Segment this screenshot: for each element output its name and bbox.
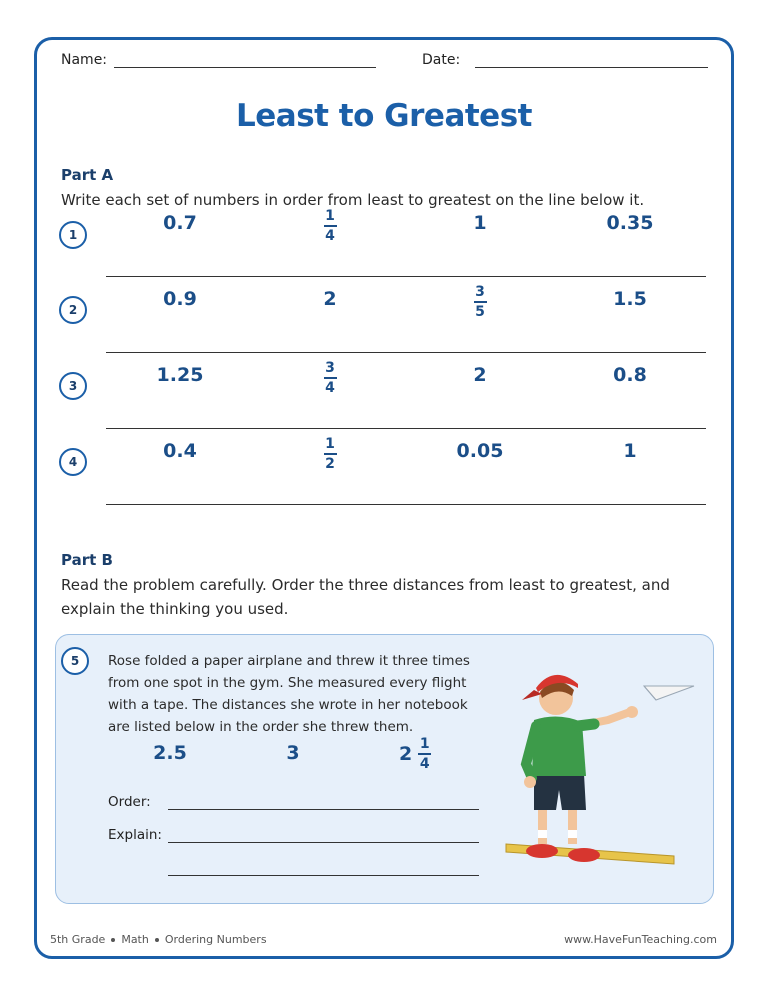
q2-answer-line[interactable] bbox=[106, 352, 706, 353]
footer-breadcrumb bbox=[50, 933, 267, 946]
q3-value-1: 1.25 bbox=[156, 364, 204, 386]
q1-answer-line[interactable] bbox=[106, 276, 706, 277]
q2-fraction bbox=[460, 284, 500, 320]
bullet-icon bbox=[155, 938, 159, 942]
part-b-instructions-line2: explain the thinking you used. bbox=[61, 600, 289, 618]
q2-value-2: 2 bbox=[323, 288, 337, 310]
q3-answer-line[interactable] bbox=[106, 428, 706, 429]
question-number-4: 4 bbox=[59, 448, 87, 476]
distance-2: 3 bbox=[286, 742, 300, 764]
q3-value-4: 0.8 bbox=[613, 364, 647, 386]
page-title: Least to Greatest bbox=[236, 98, 532, 134]
distance-1: 2.5 bbox=[153, 742, 187, 764]
fraction-numerator: 1 bbox=[325, 436, 335, 452]
word-problem-text: Rose folded a paper airplane and threw it three times from one spot in the gym. She measured every flight with a tape. The distances she wrote in her notebook are listed below in the order she threw them. bbox=[108, 653, 470, 735]
explain-answer-line-2[interactable] bbox=[168, 875, 479, 876]
fraction-denominator: 4 bbox=[325, 380, 335, 396]
q4-answer-line[interactable] bbox=[106, 504, 706, 505]
question-number-5: 5 bbox=[61, 647, 89, 675]
q1-value-4: 0.35 bbox=[606, 212, 654, 234]
fraction-denominator: 4 bbox=[419, 756, 430, 772]
q4-value-1: 0.4 bbox=[163, 440, 197, 462]
q4-fraction bbox=[310, 436, 350, 472]
question-number-3: 3 bbox=[59, 372, 87, 400]
order-label: Order: bbox=[108, 794, 151, 810]
explain-answer-line-1[interactable] bbox=[168, 842, 479, 843]
q1-value-1: 0.7 bbox=[163, 212, 197, 234]
date-label: Date: bbox=[422, 52, 461, 68]
part-b-title: Part B bbox=[61, 551, 113, 569]
question-number-1: 1 bbox=[59, 221, 87, 249]
footer-topic: Ordering Numbers bbox=[164, 933, 267, 946]
mixed-fraction bbox=[418, 736, 431, 772]
fraction-numerator: 3 bbox=[475, 284, 485, 300]
fraction-bar bbox=[474, 301, 487, 303]
q2-value-1: 0.9 bbox=[163, 288, 197, 310]
fraction-bar bbox=[324, 225, 337, 227]
fraction-numerator: 3 bbox=[325, 360, 335, 376]
distance-3-mixed-number bbox=[399, 736, 431, 772]
fraction-bar bbox=[324, 377, 337, 379]
q4-value-3: 0.05 bbox=[456, 440, 504, 462]
fraction-numerator: 1 bbox=[419, 736, 430, 752]
fraction-denominator: 4 bbox=[325, 228, 335, 244]
explain-label: Explain: bbox=[108, 827, 162, 843]
footer-subject: Math bbox=[121, 933, 149, 946]
name-line[interactable] bbox=[114, 67, 376, 68]
mixed-whole: 2 bbox=[399, 743, 413, 765]
fraction-denominator: 2 bbox=[325, 456, 335, 472]
order-answer-line[interactable] bbox=[168, 809, 479, 810]
fraction-bar bbox=[324, 453, 337, 455]
q3-fraction bbox=[310, 360, 350, 396]
bullet-icon bbox=[111, 938, 115, 942]
q4-value-4: 1 bbox=[623, 440, 637, 462]
q3-value-3: 2 bbox=[473, 364, 487, 386]
q2-value-4: 1.5 bbox=[613, 288, 647, 310]
date-line[interactable] bbox=[475, 67, 708, 68]
fraction-numerator: 1 bbox=[325, 208, 335, 224]
fraction-denominator: 5 bbox=[475, 304, 485, 320]
footer-grade: 5th Grade bbox=[50, 933, 106, 946]
boy-throwing-paper-airplane-illustration bbox=[498, 664, 698, 874]
name-label: Name: bbox=[61, 52, 108, 68]
footer-site-link[interactable]: www.HaveFunTeaching.com bbox=[564, 933, 717, 946]
fraction-bar bbox=[418, 753, 431, 755]
question-number-2: 2 bbox=[59, 296, 87, 324]
part-b-instructions-line1: Read the problem carefully. Order the three distances from least to greatest, and bbox=[61, 576, 670, 594]
q1-fraction bbox=[310, 208, 350, 244]
part-a-instructions: Write each set of numbers in order from least to greatest on the line below it. bbox=[61, 191, 645, 209]
q1-value-3: 1 bbox=[473, 212, 487, 234]
part-a-title: Part A bbox=[61, 166, 114, 184]
